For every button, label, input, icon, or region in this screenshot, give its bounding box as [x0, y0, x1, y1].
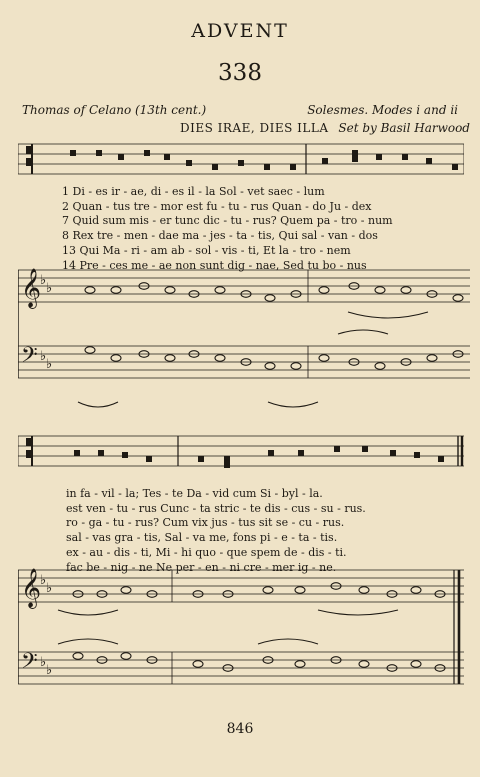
verse-line: 1 Di - es ir - ae, di - es il - la Sol - vet saec - lum	[62, 185, 325, 198]
svg-text:♭: ♭	[40, 655, 47, 670]
verse-line: 7 Quid sum mis - er tunc dic - tu - rus? Quem pa - tro - num	[62, 214, 393, 228]
author-credit: Thomas of Celano (13th cent.)	[22, 103, 207, 117]
setter-credit: Set by Basil Harwood	[338, 121, 470, 135]
svg-text:♭: ♭	[46, 281, 53, 296]
organ-score-1	[18, 262, 470, 414]
svg-text:♭: ♭	[46, 581, 53, 596]
verse-block-1	[62, 185, 393, 273]
svg-text:♭: ♭	[40, 573, 47, 588]
chant-staff-2	[18, 432, 464, 476]
source-credit: Solesmes. Modes i and ii	[307, 103, 458, 117]
chant-staff-1	[18, 140, 464, 184]
page-number: 846	[226, 721, 254, 737]
svg-text:♭: ♭	[46, 663, 53, 678]
svg-text:♭: ♭	[46, 357, 53, 372]
organ-score-2	[18, 562, 464, 692]
svg-text:𝄢: 𝄢	[21, 649, 38, 679]
verse-line: est ven - tu - rus Cunc - ta stric - te dis - cus - su - rus.	[66, 501, 366, 515]
verse-line: 2 Quan - tus tre - mor est fu - tu - rus Quan - do Ju - dex	[62, 199, 372, 213]
verse-line: sal - vas gra - tis, Sal - va me, fons pi - e - ta - tis.	[66, 531, 338, 545]
svg-text:𝄢: 𝄢	[21, 343, 38, 373]
verse-line: fac be - nig - ne Ne per - en - ni cre - mer ig - ne.	[66, 560, 337, 574]
svg-text:𝄞: 𝄞	[21, 568, 42, 608]
verse-line: 8 Rex tre - men - dae ma - jes - ta - tis, Qui sal - van - dos	[62, 229, 378, 243]
verse-line: ex - au - dis - ti, Mi - hi quo - que spem de - dis - ti.	[66, 545, 347, 559]
svg-text:♭: ♭	[40, 349, 47, 364]
verse-line: 13 Qui Ma - ri - am ab - sol - vis - ti, Et la - tro - nem	[62, 243, 351, 257]
hymn-number: 338	[218, 60, 262, 86]
verse-line: 14 Pre - ces me - ae non sunt dig - nae, Sed tu bo - nus	[62, 258, 367, 272]
verse-line: in fa - vil - la; Tes - te Da - vid cum Si - byl - la.	[66, 487, 323, 500]
tune-name: DIES IRAE, DIES ILLA	[180, 121, 329, 135]
section-title: ADVENT	[191, 20, 289, 42]
svg-text:𝄞: 𝄞	[21, 268, 42, 308]
svg-text:♭: ♭	[40, 273, 47, 288]
verse-line: ro - ga - tu - rus? Cum vix jus - tus sit se - cu - rus.	[66, 516, 345, 530]
